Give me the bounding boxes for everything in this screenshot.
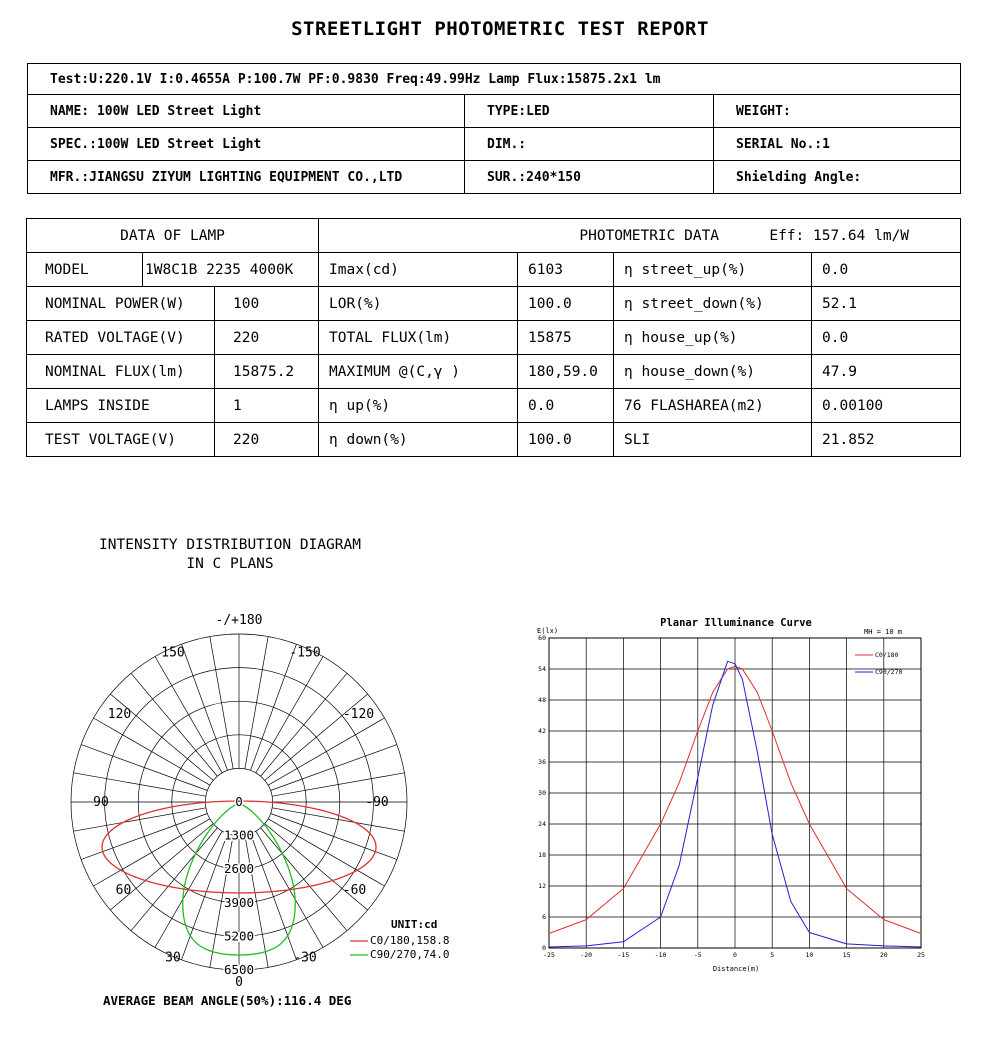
voltage-label: RATED VOLTAGE(V) <box>27 321 215 355</box>
product-info-table <box>27 63 961 194</box>
testv-value: 220 <box>215 423 319 457</box>
y-tick-label: 48 <box>538 696 546 704</box>
polar-angle-label: -120 <box>342 707 375 722</box>
photo-key: Imax(cd) <box>319 253 518 287</box>
photo-key: η street_down(%) <box>614 287 812 321</box>
photo-key: 76 FLASHAREA(m2) <box>614 389 812 423</box>
y-tick-label: 60 <box>538 634 546 642</box>
shielding-angle: Shielding Angle: <box>714 161 961 194</box>
product-weight: WEIGHT: <box>714 95 961 128</box>
report-title: STREETLIGHT PHOTOMETRIC TEST REPORT <box>291 18 709 40</box>
polar-angle-label: -90 <box>365 795 389 810</box>
y-tick-label: 36 <box>538 758 546 766</box>
polar-title-line1: INTENSITY DISTRIBUTION DIAGRAM <box>99 537 361 553</box>
photo-value: 15875 <box>518 321 614 355</box>
y-axis-label: E(lx) <box>537 627 559 635</box>
chart-title: Planar Illuminance Curve <box>660 617 812 629</box>
photo-key: η down(%) <box>319 423 518 457</box>
photo-key: η house_down(%) <box>614 355 812 389</box>
x-tick-label: -10 <box>654 951 667 959</box>
polar-spoke <box>155 657 222 773</box>
photometric-table <box>26 218 961 457</box>
polar-angle-label: -60 <box>342 883 367 898</box>
polar-spoke <box>94 718 210 785</box>
voltage-value: 220 <box>215 321 319 355</box>
lamps-label: LAMPS INSIDE <box>27 389 215 423</box>
serial-number: SERIAL No.:1 <box>714 128 961 161</box>
polar-angle-label: 120 <box>107 707 132 722</box>
photo-value: 0.0 <box>812 321 961 355</box>
photo-value: 0.00100 <box>812 389 961 423</box>
table-row <box>27 423 961 457</box>
testv-label: TEST VOLTAGE(V) <box>27 423 215 457</box>
polar-spoke <box>94 819 210 886</box>
polar-spoke <box>256 657 323 773</box>
table-row <box>27 389 961 423</box>
polar-angle-label: 30 <box>165 950 181 966</box>
chart-subtitle: MH = 10 m <box>864 628 902 636</box>
polar-spoke <box>250 644 296 770</box>
polar-title-line2: IN C PLANS <box>186 556 274 572</box>
x-tick-label: -15 <box>617 951 630 959</box>
flux-label: NOMINAL FLUX(lm) <box>27 355 215 389</box>
polar-spoke <box>271 745 397 791</box>
polar-spoke <box>245 637 268 769</box>
y-tick-label: 24 <box>538 820 546 828</box>
photo-value: 100.0 <box>518 423 614 457</box>
polar-spoke <box>261 673 347 776</box>
legend-label: C0/180 <box>875 651 899 659</box>
info-row <box>28 95 961 128</box>
x-tick-label: -20 <box>580 951 593 959</box>
flux-value: 15875.2 <box>215 355 319 389</box>
power-value: 100 <box>215 287 319 321</box>
beam-angle: AVERAGE BEAM ANGLE(50%):116.4 DEG <box>103 993 352 1008</box>
y-tick-label: 42 <box>538 727 546 735</box>
product-spec: SPEC.:100W LED Street Light <box>28 128 465 161</box>
photo-key: η up(%) <box>319 389 518 423</box>
product-type: TYPE:LED <box>465 95 714 128</box>
efficacy: Eff: 157.64 lm/W <box>769 227 910 244</box>
polar-radial-label: 2600 <box>223 861 255 877</box>
photometric-data-title: PHOTOMETRIC DATA <box>579 227 720 244</box>
polar-spoke <box>74 773 206 796</box>
model-value: 1W8C1B 2235 4000K <box>143 253 319 287</box>
polar-radial-label: 5200 <box>223 928 255 944</box>
product-dim: DIM.: <box>465 128 714 161</box>
polar-spoke <box>271 813 397 859</box>
polar-spoke <box>74 808 206 831</box>
polar-radial-label: 3900 <box>223 894 255 910</box>
photo-value: 100.0 <box>518 287 614 321</box>
x-tick-label: 25 <box>917 951 925 959</box>
polar-spoke <box>268 718 384 785</box>
polar-angle-label: -/+180 <box>215 613 263 628</box>
x-tick-label: 15 <box>842 951 851 959</box>
polar-radial-label: 6500 <box>223 962 255 977</box>
y-tick-label: 54 <box>538 665 546 673</box>
polar-spoke <box>131 828 217 931</box>
table-row <box>27 321 961 355</box>
chart-grid <box>538 634 925 959</box>
polar-spoke <box>250 834 296 960</box>
power-label: NOMINAL POWER(W) <box>27 287 215 321</box>
legend-c90-label: C90/270,74.0 <box>370 948 450 961</box>
lamp-data-header: DATA OF LAMP <box>27 219 319 253</box>
info-row <box>28 128 961 161</box>
chart-legend <box>855 651 902 676</box>
photo-value: 180,59.0 <box>518 355 614 389</box>
y-tick-label: 0 <box>542 944 546 952</box>
photo-value: 0.0 <box>518 389 614 423</box>
test-conditions: Test:U:220.1V I:0.4655A P:100.7W PF:0.9830 Freq:49.99Hz Lamp Flux:15875.2x1 lm <box>28 64 961 95</box>
x-tick-label: 5 <box>770 951 775 959</box>
polar-angle-label: -30 <box>293 950 317 966</box>
legend-label: C90/270 <box>875 668 903 676</box>
polar-spoke <box>81 745 207 791</box>
polar-spoke <box>210 637 233 769</box>
photo-key: SLI <box>614 423 812 457</box>
polar-spoke <box>182 644 228 770</box>
polar-spoke <box>182 834 228 960</box>
photo-key: TOTAL FLUX(lm) <box>319 321 518 355</box>
table-row <box>27 253 961 287</box>
polar-angle-label: 150 <box>161 645 185 661</box>
surface: SUR.:240*150 <box>465 161 714 194</box>
polar-labels <box>93 613 389 990</box>
polar-diagram-title <box>60 536 400 574</box>
planar-illuminance-chart <box>525 610 945 980</box>
info-row <box>28 161 961 194</box>
y-tick-label: 6 <box>542 913 546 921</box>
legend-c0-label: C0/180,158.8 <box>370 934 450 947</box>
polar-spoke <box>268 819 384 886</box>
manufacturer: MFR.:JIANGSU ZIYUM LIGHTING EQUIPMENT CO.,LTD <box>28 161 465 194</box>
polar-spoke <box>261 828 347 931</box>
unit-label: UNIT:cd <box>391 918 438 931</box>
photo-value: 52.1 <box>812 287 961 321</box>
x-tick-label: 20 <box>879 951 888 959</box>
polar-angle-label: 60 <box>115 883 132 898</box>
photo-value: 47.9 <box>812 355 961 389</box>
photometric-header <box>319 219 961 253</box>
table-row <box>27 287 961 321</box>
photo-value: 0.0 <box>812 253 961 287</box>
polar-radial-label: 0 <box>235 794 243 809</box>
polar-spoke <box>272 773 404 796</box>
photo-value: 21.852 <box>812 423 961 457</box>
polar-spoke <box>81 813 207 859</box>
y-tick-label: 18 <box>538 851 546 859</box>
x-tick-label: 0 <box>733 951 737 959</box>
lamps-value: 1 <box>215 389 319 423</box>
photo-key: LOR(%) <box>319 287 518 321</box>
polar-spoke <box>131 673 217 776</box>
x-axis-label: Distance(m) <box>712 965 760 973</box>
polar-intensity-diagram <box>0 610 500 995</box>
x-tick-label: -5 <box>693 951 702 959</box>
photo-key: MAXIMUM @(C,γ ) <box>319 355 518 389</box>
product-name: NAME: 100W LED Street Light <box>28 95 465 128</box>
x-tick-label: 10 <box>805 951 814 959</box>
x-tick-label: -25 <box>543 951 555 959</box>
photo-key: η house_up(%) <box>614 321 812 355</box>
y-tick-label: 12 <box>538 882 546 890</box>
table-row <box>27 355 961 389</box>
polar-angle-label: 0 <box>235 975 243 990</box>
polar-angle-label: -150 <box>289 645 321 661</box>
table-header-row <box>27 219 961 253</box>
photo-value: 6103 <box>518 253 614 287</box>
y-tick-label: 30 <box>538 789 546 797</box>
test-conditions-row <box>28 64 961 95</box>
polar-angle-label: 90 <box>93 795 109 810</box>
polar-spoke <box>272 808 404 831</box>
model-label: MODEL <box>27 253 143 287</box>
polar-radial-label: 1300 <box>223 827 255 843</box>
photo-key: η street_up(%) <box>614 253 812 287</box>
